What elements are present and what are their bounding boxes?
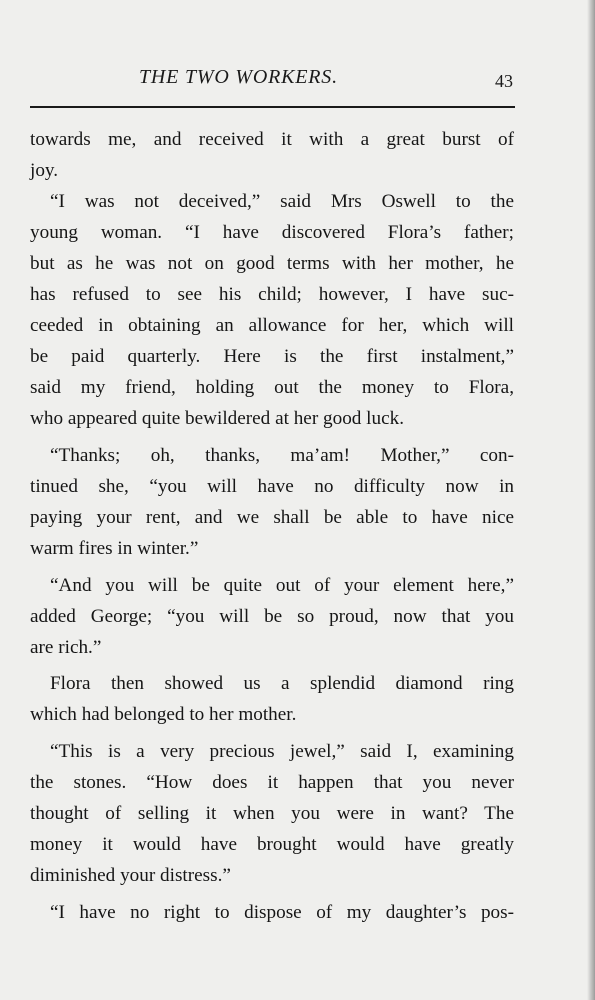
- text-line: young woman. “I have discovered Flora’s father;: [30, 222, 514, 243]
- text-line: are rich.”: [30, 637, 102, 658]
- text-line: “And you will be quite out of your element here,”: [50, 575, 514, 596]
- text-line: joy.: [30, 160, 59, 181]
- text-line: “Thanks; oh, thanks, ma’am! Mother,” con-: [50, 445, 514, 466]
- text-line: “This is a very precious jewel,” said I, examining: [50, 741, 514, 762]
- body-text: [30, 124, 514, 928]
- text-line: said my friend, holding out the money to Flora,: [30, 377, 514, 398]
- text-line: thought of selling it when you were in want? The: [30, 803, 514, 824]
- page-header: [27, 66, 515, 106]
- header-rule: [30, 106, 515, 108]
- text-line: diminished your distress.”: [30, 865, 231, 886]
- text-line: “I have no right to dispose of my daughter’s pos-: [50, 902, 514, 923]
- text-line: who appeared quite bewildered at her good luck.: [30, 408, 405, 429]
- text-line: be paid quarterly. Here is the first instalment,”: [30, 346, 514, 367]
- text-line: which had belonged to her mother.: [30, 704, 297, 725]
- page-number: 43: [495, 71, 513, 91]
- text-line: towards me, and received it with a great burst of: [30, 129, 514, 150]
- text-line: Flora then showed us a splendid diamond ring: [50, 673, 514, 694]
- text-line: warm fires in winter.”: [30, 538, 199, 559]
- running-title: THE TWO WORKERS.: [139, 66, 338, 88]
- text-line: but as he was not on good terms with her mother, he: [30, 253, 514, 274]
- text-line: the stones. “How does it happen that you never: [30, 772, 514, 793]
- text-line: “I was not deceived,” said Mrs Oswell to the: [50, 191, 514, 212]
- text-line: tinued she, “you will have no difficulty now in: [30, 476, 514, 497]
- text-line: paying your rent, and we shall be able to have nice: [30, 507, 514, 528]
- text-line: ceeded in obtaining an allowance for her, which will: [30, 315, 514, 336]
- text-line: added George; “you will be so proud, now that you: [30, 606, 514, 627]
- text-line: money it would have brought would have greatly: [30, 834, 514, 855]
- text-line: has refused to see his child; however, I have suc-: [30, 284, 514, 305]
- page-edge-shadow: [587, 0, 595, 1000]
